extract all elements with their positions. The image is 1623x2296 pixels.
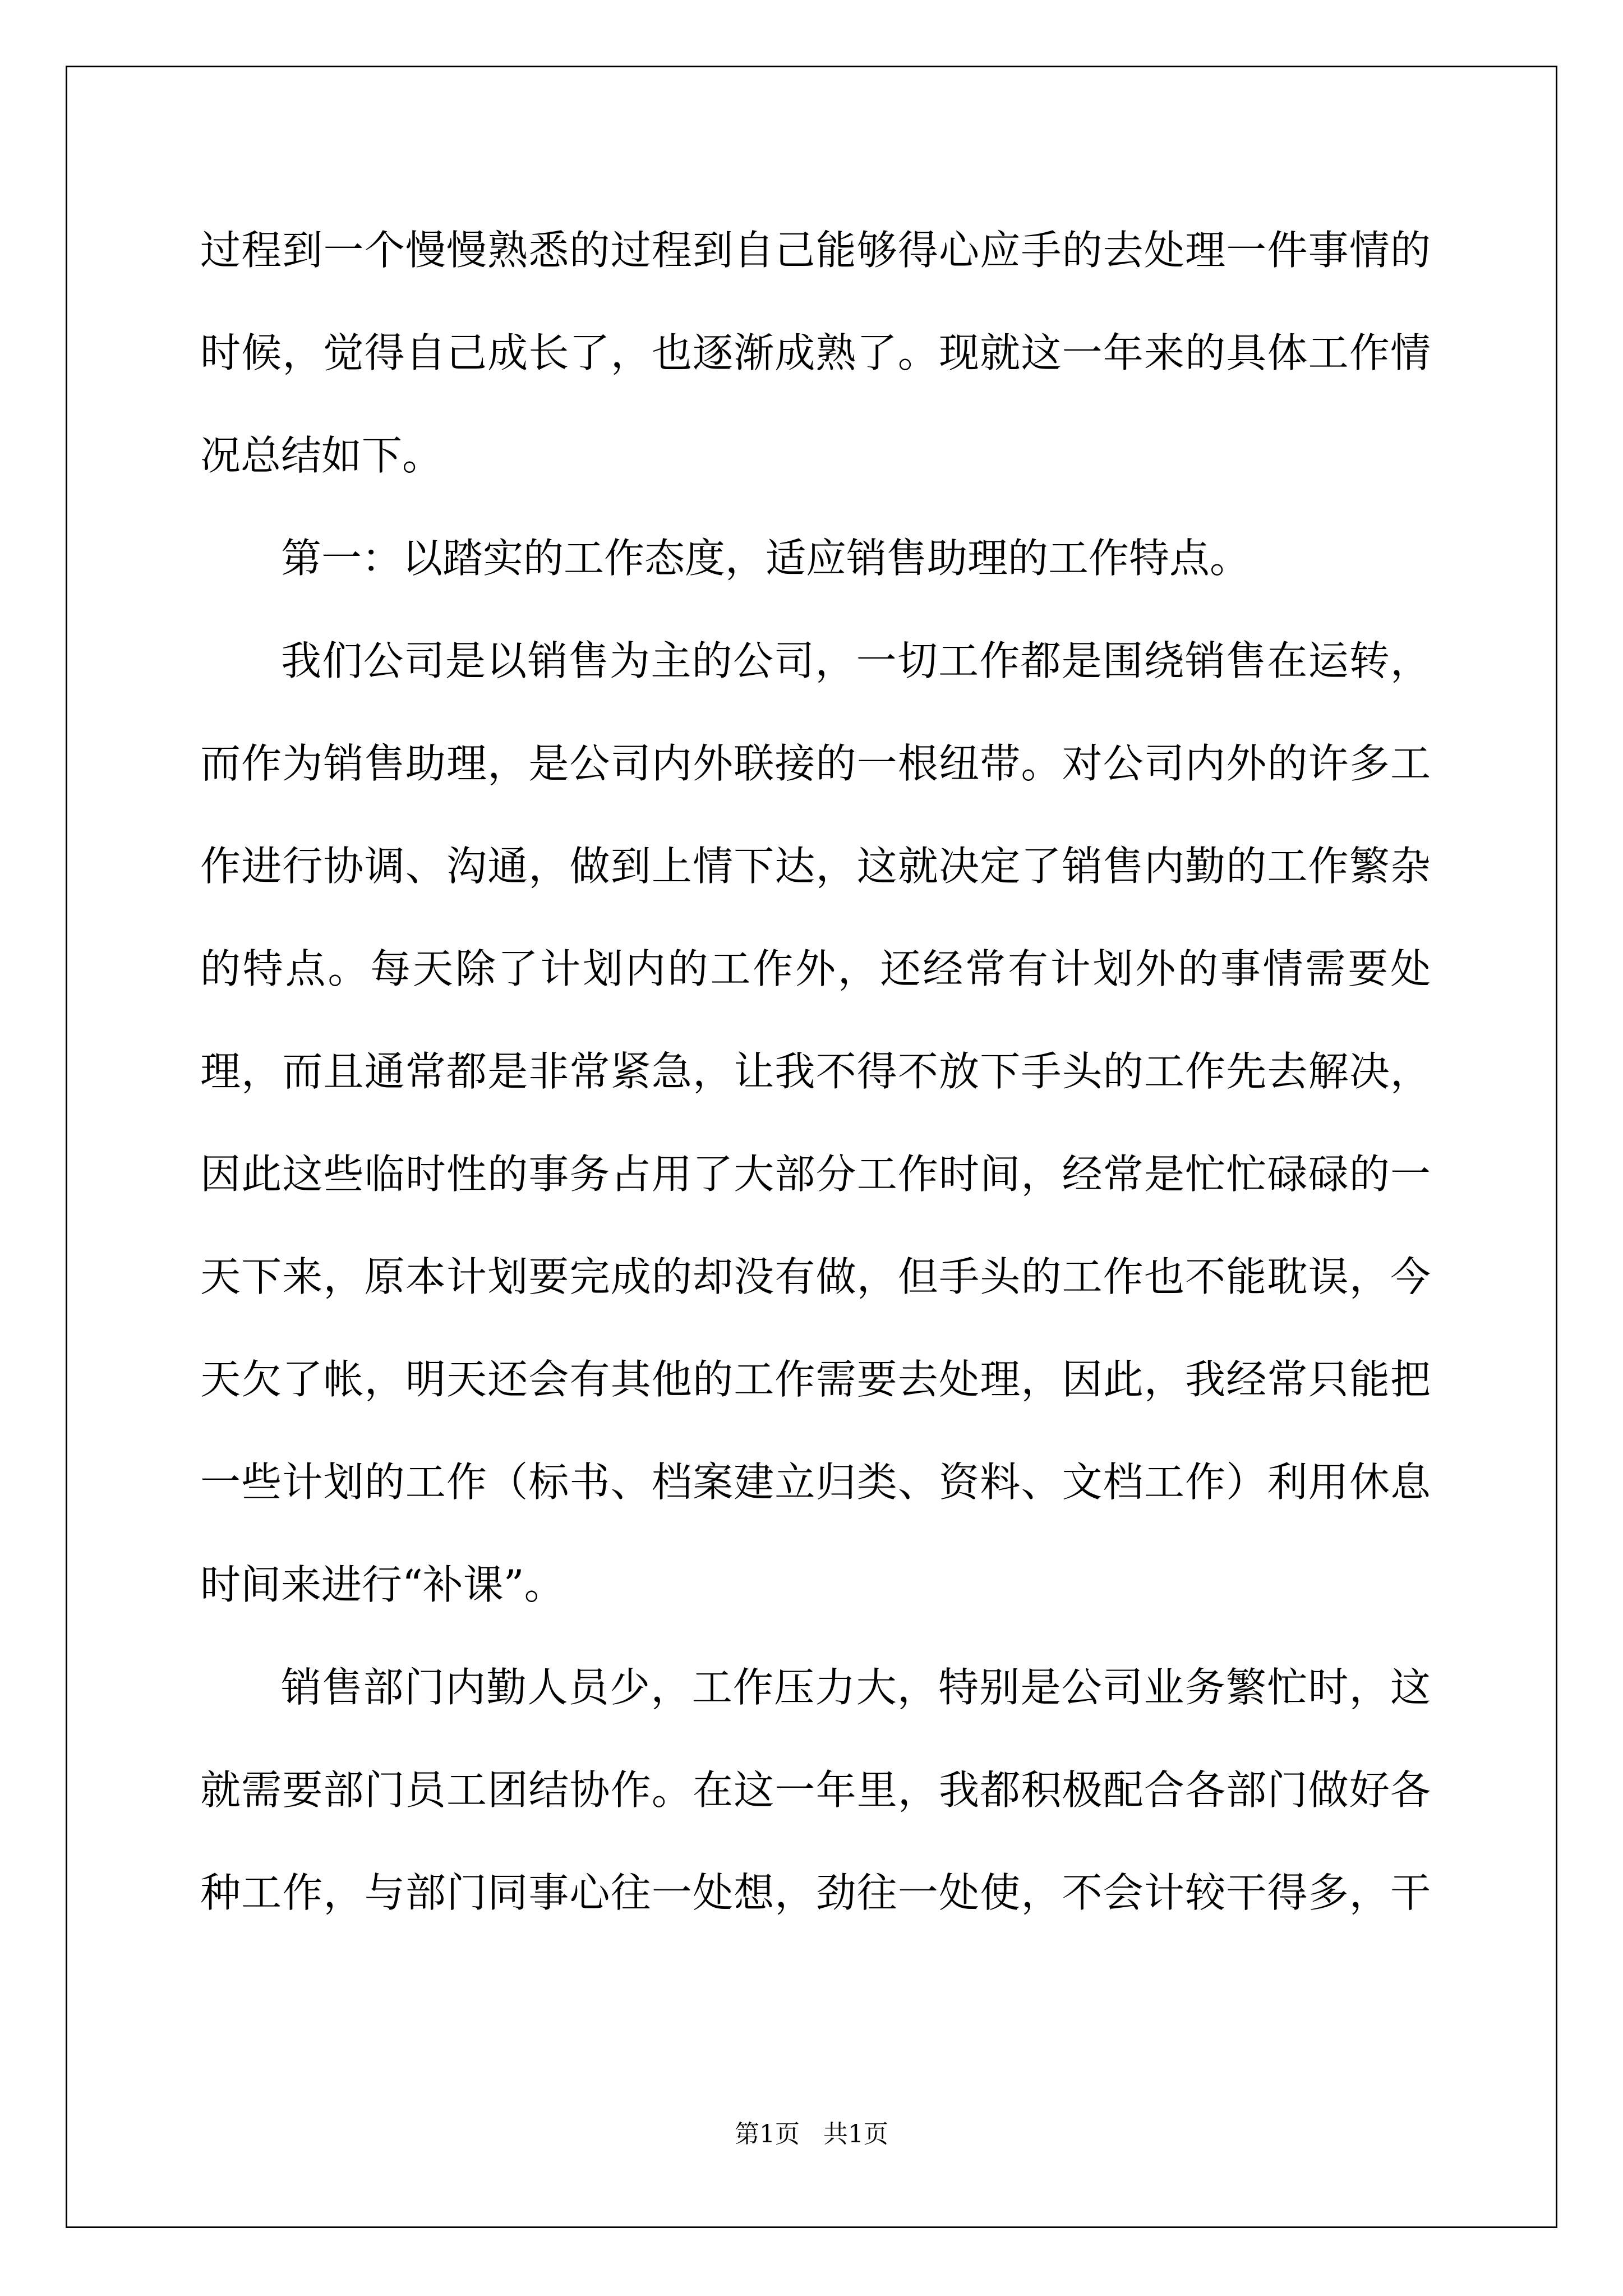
paragraph-4: 销售部门内勤人员少，工作压力大，特别是公司业务繁忙时，这就需要部门员工团结协作。在这一年里，我都积极配合各部门做好各种工作，与部门同事心往一处想，劲往一处使，不会计较干得多，干 (200, 1664, 1431, 1916)
page-number-footer: 第1页 共1页 (735, 2120, 888, 2148)
paragraph-1: 过程到一个慢慢熟悉的过程到自己能够得心应手的去处理一件事情的时候，觉得自己成长了，也逐渐成熟了。现就这一年来的具体工作情况总结如下。 (200, 227, 1431, 479)
document-body (200, 199, 1431, 1944)
paragraph-2-heading: 第一：以踏实的工作态度，适应销售助理的工作特点。 (281, 535, 1251, 582)
paragraph-3: 我们公司是以销售为主的公司，一切工作都是围绕销售在运转，而作为销售助理，是公司内外联接的一根纽带。对公司内外的许多工作进行协调、沟通，做到上情下达，这就决定了销售内勤的工作繁杂的特点。每天除了计划内的工作外，还经常有计划外的事情需要处理，而且通常都是非常紧急，让我不得不放下手头的工作先去解决，因此这些临时性的事务占用了大部分工作时间，经常是忙忙碌碌的一天下来，原本计划要完成的却没有做，但手头的工作也不能耽误，今天欠了帐，明天还会有其他的工作需要去处理，因此，我经常只能把一些计划的工作（标书、档案建立归类、资料、文档工作）利用休息时间来进行“补课”。 (200, 637, 1431, 1608)
